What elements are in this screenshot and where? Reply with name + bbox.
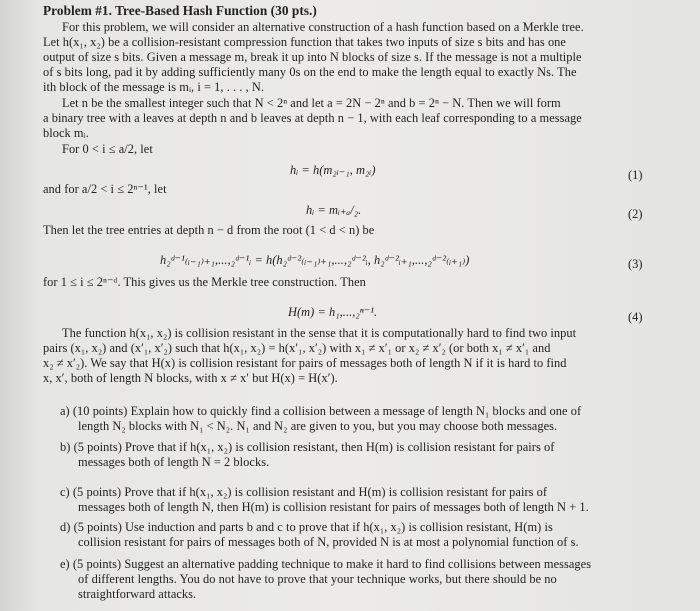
equation-4-number: (4): [628, 310, 643, 324]
for-second: and for a/2 < i ≤ 2ⁿ⁻¹, let: [43, 182, 167, 196]
setup-line: Let n be the smallest integer such that N < 2ⁿ and let a = 2N − 2ⁿ and b = 2ⁿ − N. Then we will form: [62, 96, 561, 110]
collision-line: pairs (x₁, x₂) and (x′₁, x′₂) such that h(x₁, x₂) = h(x′₁, x′₂) with x₁ ≠ x′₁ or x₂ ≠ x′₂ (or both x₁ ≠ x′₁ and: [43, 341, 551, 355]
part-b-line: b) (5 points) Prove that if h(x₁, x₂) is collision resistant, then H(m) is collision resistant for pairs of: [60, 440, 555, 454]
setup-line: block mᵢ.: [43, 126, 89, 140]
tree-entries-text: Then let the tree entries at depth n − d from the root (1 < d < n) be: [43, 223, 375, 237]
intro-line: ith block of the message is mᵢ, i = 1, . . . , N.: [43, 80, 265, 94]
collision-line: x, x′, both of length N blocks, with x ≠ x′ but H(x) = H(x′).: [43, 371, 338, 385]
intro-line: output of size s bits. Given a message m, break it up into N blocks of size s. If the message is not a multiple: [43, 50, 582, 64]
part-c-line: messages both of length N, then H(m) is collision resistant for pairs of messages both of length N + 1.: [78, 500, 589, 514]
collision-line: The function h(x₁, x₂) is collision resistant in the sense that it is computationally hard to find two input: [62, 326, 577, 340]
equation-2-number: (2): [628, 207, 643, 221]
equation-3-number: (3): [628, 257, 643, 271]
equation-1-number: (1): [628, 168, 643, 182]
intro-line: For this problem, we will consider an alternative construction of a hash function based on a Merkle tree.: [62, 20, 584, 34]
part-e-line: e) (5 points) Suggest an alternative padding technique to make it hard to find collisions between messages: [60, 557, 592, 571]
for-third: for 1 ≤ i ≤ 2ⁿ⁻ᵈ. This gives us the Merkle tree construction. Then: [43, 275, 366, 289]
part-d-line: d) (5 points) Use induction and parts b and c to prove that if h(x₁, x₂) is collision resistant, H(m) is: [60, 520, 553, 534]
part-a-line: a) (10 points) Explain how to quickly find a collision between a message of length N₁ blocks and one of: [60, 404, 582, 418]
part-c-line: c) (5 points) Prove that if h(x₁, x₂) is collision resistant and H(m) is collision resistant for pairs of: [60, 485, 548, 499]
part-e-line: of different lengths. You do not have to prove that your technique works, but there should be no: [78, 572, 557, 586]
setup-line: a binary tree with a leaves at depth n and b leaves at depth n − 1, with each leaf corresponding to a message: [43, 111, 582, 125]
part-d-line: collision resistant for pairs of messages both of N, provided N is at most a polynomial function of s.: [78, 535, 579, 549]
intro-line: Let h(x₁, x₂) be a collision-resistant compression function that takes two inputs of size s bits and has one: [43, 35, 566, 49]
equation-2: hᵢ = mᵢ₊ₐ/₂.: [306, 203, 362, 217]
part-e-line: straightforward attacks.: [78, 587, 197, 601]
for-first: For 0 < i ≤ a/2, let: [62, 142, 153, 156]
equation-4: H(m) = h₁,...,₂ⁿ⁻¹.: [288, 305, 378, 319]
part-a-line: length N₂ blocks with N₁ < N₂. N₁ and N₂ are given to you, but you may choose both messages.: [78, 419, 558, 433]
equation-1: hᵢ = h(m₂ᵢ₋₁, m₂ᵢ): [290, 163, 376, 177]
intro-line: of s bits long, pad it by adding sufficiently many 0s on the end to make the length equal to exactly Ns. The: [43, 65, 577, 79]
collision-line: x₂ ≠ x′₂). We say that H(x) is collision resistant for pairs of messages both of length N if it is hard to find: [43, 356, 567, 370]
problem-title: Problem #1. Tree-Based Hash Function (30 pts.): [43, 3, 317, 18]
part-b-line: messages both of length N = 2 blocks.: [78, 455, 270, 469]
equation-3: h₂ᵈ⁻¹₍ᵢ₋₁₎₊₁,...,₂ᵈ⁻¹ᵢ = h(h₂ᵈ⁻²₍ᵢ₋₁₎₊₁,...,₂ᵈ⁻²ᵢ, h₂ᵈ⁻²ᵢ₊₁,...,₂ᵈ⁻²₍ᵢ₊₁₎): [160, 253, 470, 267]
